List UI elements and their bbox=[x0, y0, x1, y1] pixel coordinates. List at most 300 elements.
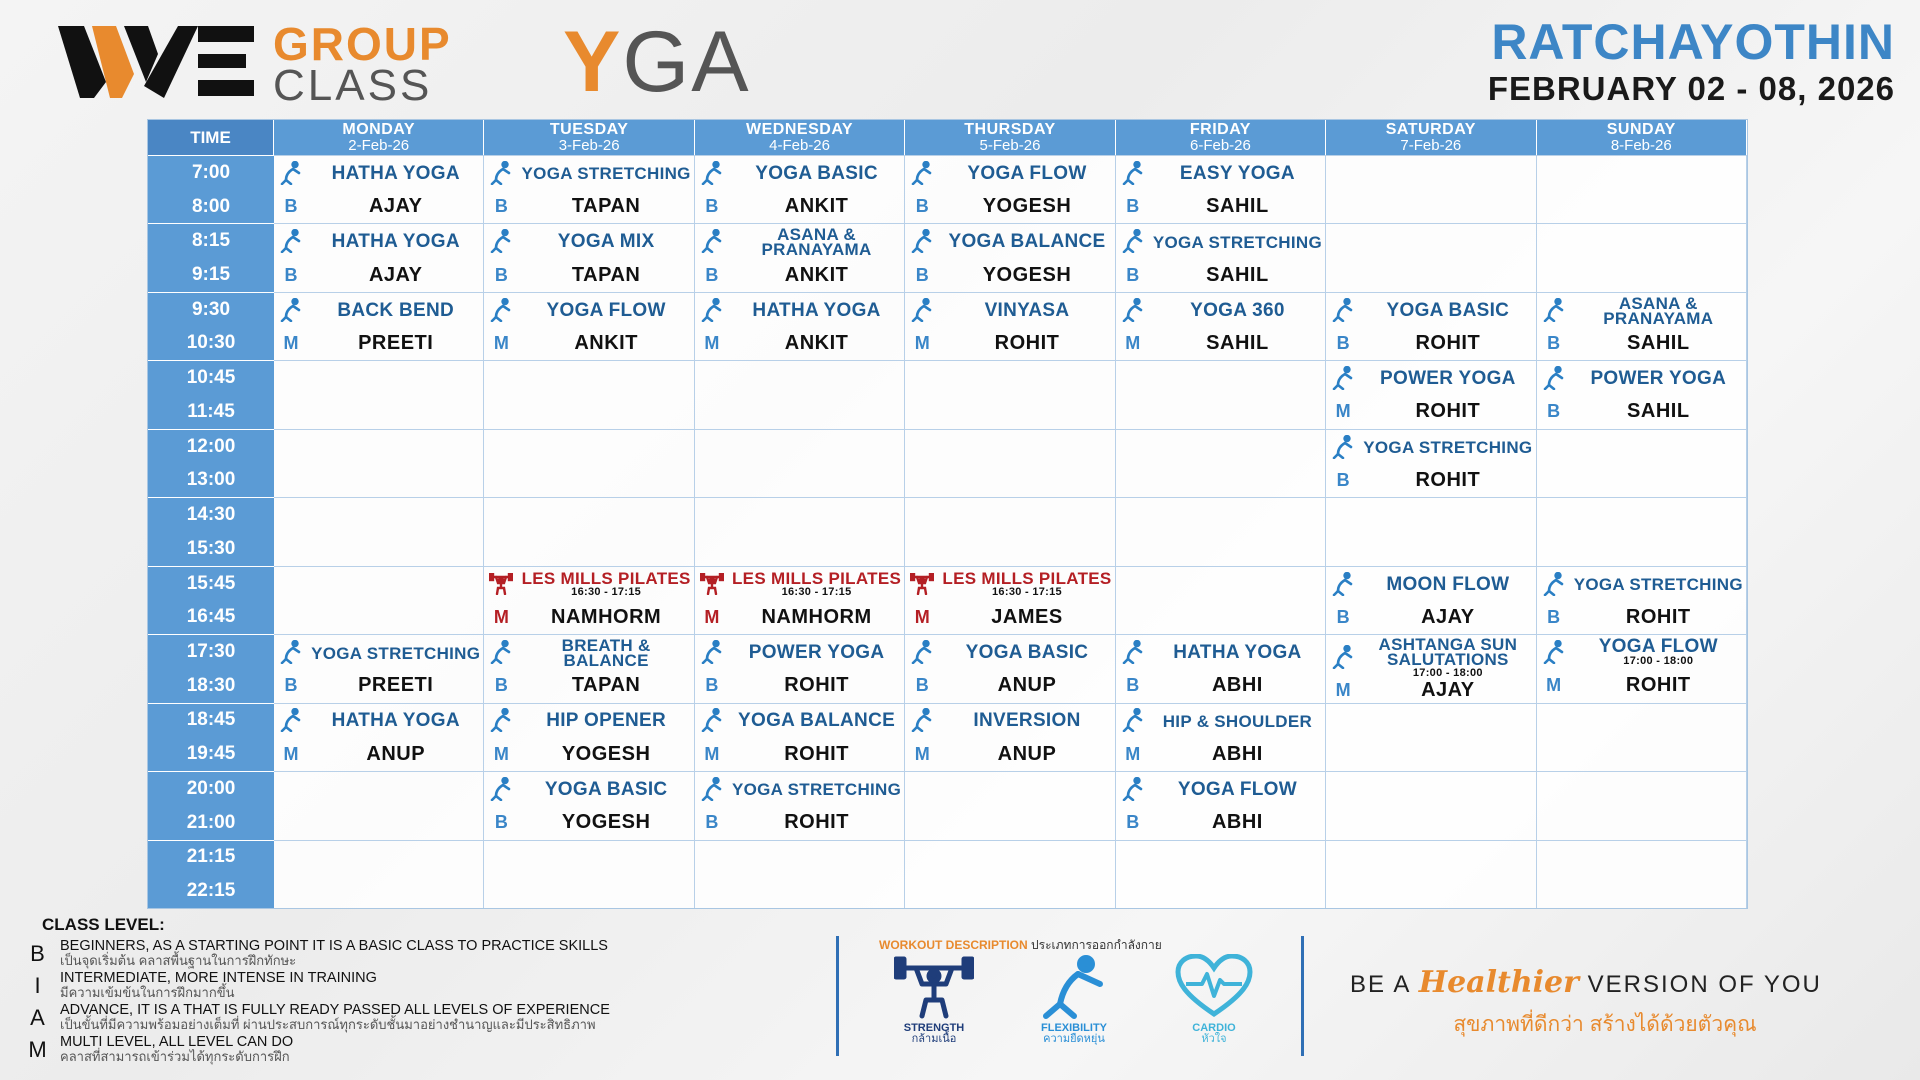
stretch-icon bbox=[905, 156, 939, 190]
class-slot[interactable] bbox=[1537, 360, 1747, 428]
class-title: ASANA & PRANAYAMA bbox=[761, 225, 872, 260]
class-title-block bbox=[1150, 156, 1325, 190]
class-level: B bbox=[705, 675, 719, 696]
class-title: HATHA YOGA bbox=[331, 231, 460, 253]
empty-slot bbox=[1326, 155, 1536, 223]
class-entry bbox=[905, 567, 1114, 634]
class-title-block bbox=[939, 704, 1114, 738]
class-entry bbox=[1537, 293, 1746, 360]
class-entry bbox=[1537, 567, 1746, 634]
class-slot[interactable] bbox=[1537, 566, 1747, 634]
class-title-block bbox=[729, 704, 904, 738]
class-slot[interactable] bbox=[484, 703, 694, 771]
class-instructor: ROHIT bbox=[784, 742, 849, 765]
day-date: 8-Feb-26 bbox=[1610, 137, 1672, 154]
class-entry bbox=[1116, 704, 1325, 771]
class-title-block bbox=[729, 635, 904, 669]
class-entry bbox=[1326, 635, 1535, 702]
class-slot[interactable] bbox=[695, 566, 905, 634]
level-description: INTERMEDIATE, MORE INTENSE IN TRAINING bbox=[60, 970, 377, 986]
level-description-thai: เป็นขั้นที่มีความพร้อมอย่างเต็มที่ ผ่านประสบการณ์ทุกระดับชั้นมาอย่างชำนาญและมีประสิทธิภาพ bbox=[60, 1017, 596, 1032]
class-entry bbox=[274, 704, 483, 771]
class-title: YOGA BASIC bbox=[1386, 299, 1510, 321]
class-level: B bbox=[915, 196, 929, 217]
class-title: YOGA FLOW bbox=[967, 162, 1087, 184]
empty-slot bbox=[274, 429, 484, 497]
level-description: ADVANCE, IT IS A THAT IS FULLY READY PASSED ALL LEVELS OF EXPERIENCE bbox=[60, 1002, 610, 1018]
level-row bbox=[15, 971, 815, 1003]
day-date: 3-Feb-26 bbox=[558, 137, 620, 154]
empty-slot bbox=[1537, 703, 1747, 771]
empty-slot bbox=[1326, 223, 1536, 291]
time-slot bbox=[148, 497, 274, 565]
class-entry bbox=[1116, 224, 1325, 291]
day-date: 5-Feb-26 bbox=[979, 137, 1041, 154]
class-title-block bbox=[729, 772, 904, 806]
tagline-thai: สุขภาพที่ดีกว่า สร้างได้ด้วยตัวคุณ bbox=[1453, 1013, 1757, 1036]
time-end: 19:45 bbox=[186, 743, 236, 765]
empty-slot bbox=[1537, 497, 1747, 565]
level-letter: B bbox=[30, 941, 45, 966]
class-title: INVERSION bbox=[973, 710, 1081, 732]
day-header bbox=[1537, 120, 1747, 155]
class-time: 16:30 - 17:15 bbox=[992, 586, 1062, 599]
class-title-block bbox=[729, 224, 904, 258]
class-title: POWER YOGA bbox=[1590, 368, 1727, 390]
class-instructor: TAPAN bbox=[571, 195, 641, 218]
class-instructor: ANUP bbox=[997, 674, 1057, 697]
class-title-block bbox=[729, 567, 904, 601]
class-instructor: ANUP bbox=[997, 742, 1057, 765]
class-title-block bbox=[308, 704, 483, 738]
class-level: M bbox=[704, 332, 720, 353]
class-slot[interactable] bbox=[905, 566, 1115, 634]
class-entry bbox=[484, 567, 693, 634]
class-timetable bbox=[147, 119, 1748, 909]
day-header bbox=[274, 120, 484, 155]
class-slot[interactable] bbox=[905, 155, 1115, 223]
level-letter: A bbox=[30, 1005, 45, 1030]
empty-slot bbox=[274, 566, 484, 634]
weightlifter-icon bbox=[905, 567, 939, 601]
class-instructor: AJAY bbox=[1421, 605, 1475, 628]
class-instructor: YOGESH bbox=[982, 195, 1072, 218]
class-instructor: ROHIT bbox=[1415, 468, 1481, 491]
class-level: B bbox=[1547, 606, 1561, 627]
stretch-icon bbox=[1116, 293, 1150, 327]
empty-slot bbox=[484, 429, 694, 497]
class-time: 17:00 - 18:00 bbox=[1623, 655, 1694, 668]
class-instructor: ANKIT bbox=[784, 195, 849, 218]
stretch-icon bbox=[484, 156, 518, 190]
class-entry bbox=[484, 635, 693, 702]
class-level: B bbox=[494, 196, 508, 217]
class-slot[interactable] bbox=[1326, 566, 1536, 634]
empty-slot bbox=[274, 840, 484, 908]
class-slot[interactable] bbox=[274, 634, 484, 702]
workout-label-thai: หัวใจ bbox=[1201, 1033, 1227, 1045]
empty-slot bbox=[1116, 566, 1326, 634]
empty-slot bbox=[1116, 840, 1326, 908]
class-title: YOGA STRETCHING bbox=[521, 164, 691, 184]
stretch-icon bbox=[1326, 293, 1360, 327]
class-title: YOGA BASIC bbox=[965, 642, 1089, 664]
class-slot[interactable] bbox=[905, 634, 1115, 702]
class-slot[interactable] bbox=[695, 292, 905, 360]
empty-slot bbox=[1537, 840, 1747, 908]
class-instructor: YOGESH bbox=[561, 811, 651, 834]
class-title: YOGA FLOW bbox=[1598, 636, 1718, 658]
time-slot bbox=[148, 155, 274, 223]
class-level: B bbox=[1547, 332, 1561, 353]
class-title-block bbox=[1571, 567, 1746, 601]
day-name: WEDNESDAY bbox=[746, 121, 854, 138]
tagline-highlight: Healthier bbox=[1418, 965, 1579, 1000]
class-instructor: ROHIT bbox=[1625, 605, 1691, 628]
class-slot[interactable] bbox=[484, 771, 694, 839]
day-date: 7-Feb-26 bbox=[1400, 137, 1462, 154]
stretch-icon bbox=[274, 635, 308, 669]
time-slot bbox=[148, 429, 274, 497]
class-instructor: AJAY bbox=[368, 263, 423, 286]
class-entry bbox=[1326, 361, 1535, 428]
class-slot[interactable] bbox=[695, 155, 905, 223]
class-title-block bbox=[308, 156, 483, 190]
time-end: 21:00 bbox=[186, 811, 236, 833]
empty-slot bbox=[274, 360, 484, 428]
class-entry bbox=[1326, 293, 1535, 360]
time-slot bbox=[148, 292, 274, 360]
time-start: 14:30 bbox=[186, 504, 236, 526]
stretch-icon bbox=[274, 156, 308, 190]
class-entry bbox=[484, 224, 693, 291]
time-slot bbox=[148, 771, 274, 839]
stretch-icon bbox=[695, 224, 729, 258]
class-entry bbox=[905, 293, 1114, 360]
class-slot[interactable] bbox=[274, 223, 484, 291]
class-time: 16:30 - 17:15 bbox=[571, 586, 642, 599]
day-name: FRIDAY bbox=[1189, 121, 1251, 138]
class-title: VINYASA bbox=[984, 299, 1070, 321]
time-end: 16:45 bbox=[186, 606, 236, 628]
class-level-legend bbox=[15, 915, 815, 1067]
class-slot[interactable] bbox=[484, 566, 694, 634]
class-title: YOGA STRETCHING bbox=[1363, 438, 1533, 458]
stretch-icon bbox=[905, 293, 939, 327]
stretch-icon bbox=[1034, 954, 1114, 1020]
we-logo-icon bbox=[58, 22, 258, 98]
class-slot[interactable] bbox=[1537, 634, 1747, 702]
class-slot[interactable] bbox=[1537, 292, 1747, 360]
class-entry bbox=[274, 635, 483, 702]
stretch-icon bbox=[1326, 430, 1360, 464]
class-level: M bbox=[914, 743, 930, 764]
class-instructor: ROHIT bbox=[1415, 400, 1481, 423]
class-entry bbox=[1116, 156, 1325, 223]
class-level: M bbox=[493, 743, 509, 764]
time-slot bbox=[148, 566, 274, 634]
logo-yoga-y: Y bbox=[563, 14, 623, 110]
class-slot[interactable] bbox=[905, 703, 1115, 771]
day-name: TUESDAY bbox=[549, 121, 629, 138]
empty-slot bbox=[695, 840, 905, 908]
logo-group-text: GROUP bbox=[273, 18, 452, 70]
class-title: YOGA STRETCHING bbox=[1573, 575, 1743, 595]
class-entry bbox=[484, 772, 693, 839]
class-level: M bbox=[283, 743, 299, 764]
class-title: LES MILLS PILATES bbox=[942, 569, 1112, 589]
time-end: 13:00 bbox=[186, 469, 236, 491]
class-slot[interactable] bbox=[1116, 155, 1326, 223]
class-entry bbox=[274, 224, 483, 291]
time-slot bbox=[148, 360, 274, 428]
class-instructor: ANKIT bbox=[574, 331, 638, 354]
class-entry bbox=[695, 156, 904, 223]
class-level: M bbox=[1125, 743, 1141, 764]
workout-title-en: WORKOUT DESCRIPTION bbox=[879, 938, 1028, 952]
class-title-block bbox=[1571, 635, 1746, 669]
class-title-block bbox=[1150, 772, 1325, 806]
class-entry bbox=[1116, 772, 1325, 839]
class-instructor: NAMHORM bbox=[761, 605, 872, 628]
class-instructor: PREETI bbox=[358, 331, 434, 354]
class-slot[interactable] bbox=[695, 771, 905, 839]
empty-slot bbox=[1326, 703, 1536, 771]
class-slot[interactable] bbox=[1116, 223, 1326, 291]
class-slot[interactable] bbox=[484, 223, 694, 291]
time-slot bbox=[148, 223, 274, 291]
stretch-icon bbox=[1116, 704, 1150, 738]
class-slot[interactable] bbox=[1116, 292, 1326, 360]
level-description: MULTI LEVEL, ALL LEVEL CAN DO bbox=[60, 1034, 294, 1050]
class-slot[interactable] bbox=[695, 634, 905, 702]
class-level: B bbox=[915, 675, 929, 696]
level-row bbox=[15, 1035, 815, 1067]
time-slot bbox=[148, 840, 274, 908]
class-level: B bbox=[705, 264, 719, 285]
class-entry bbox=[1116, 635, 1325, 702]
day-header bbox=[1326, 120, 1536, 155]
level-description-thai: คลาสที่สามารถเข้าร่วมได้ทุกระดับการฝึก bbox=[60, 1049, 290, 1064]
day-date: 2-Feb-26 bbox=[348, 137, 410, 154]
class-title: YOGA STRETCHING bbox=[1152, 232, 1322, 252]
time-end: 11:45 bbox=[187, 400, 235, 422]
class-slot[interactable] bbox=[1326, 634, 1536, 702]
stretch-icon bbox=[274, 224, 308, 258]
class-level: B bbox=[1336, 606, 1350, 627]
class-slot[interactable] bbox=[484, 155, 694, 223]
empty-slot bbox=[1326, 771, 1536, 839]
class-title: ASANA & PRANAYAMA bbox=[1603, 293, 1714, 328]
class-entry bbox=[1116, 293, 1325, 360]
class-title-block bbox=[518, 772, 693, 806]
class-title: YOGA STRETCHING bbox=[731, 780, 902, 800]
stretch-icon bbox=[484, 772, 518, 806]
day-name: THURSDAY bbox=[964, 121, 1056, 138]
class-title-block bbox=[939, 567, 1114, 601]
class-title: HATHA YOGA bbox=[1173, 642, 1302, 664]
class-level: B bbox=[1336, 332, 1350, 353]
workout-label-thai: ความยืดหยุ่น bbox=[1043, 1033, 1105, 1045]
class-entry bbox=[695, 704, 904, 771]
logo-yoga-rest: GA bbox=[622, 14, 751, 110]
stretch-icon bbox=[274, 293, 308, 327]
class-slot[interactable] bbox=[274, 292, 484, 360]
class-slot[interactable] bbox=[1116, 703, 1326, 771]
brand-logo bbox=[58, 14, 818, 110]
class-level: M bbox=[704, 606, 720, 627]
class-title: YOGA FLOW bbox=[546, 299, 666, 321]
class-title: HIP OPENER bbox=[546, 710, 667, 732]
empty-slot bbox=[905, 497, 1115, 565]
stretch-icon bbox=[905, 224, 939, 258]
class-slot[interactable] bbox=[1116, 771, 1326, 839]
tagline-prefix: BE A bbox=[1350, 971, 1419, 998]
class-instructor: ROHIT bbox=[994, 331, 1060, 354]
class-slot[interactable] bbox=[1116, 634, 1326, 702]
class-slot[interactable] bbox=[484, 292, 694, 360]
class-level: B bbox=[284, 675, 298, 696]
class-instructor: PREETI bbox=[358, 674, 434, 697]
stretch-icon bbox=[905, 704, 939, 738]
day-date: 4-Feb-26 bbox=[769, 137, 830, 154]
class-slot[interactable] bbox=[1326, 292, 1536, 360]
class-title-block bbox=[1150, 704, 1325, 738]
class-entry bbox=[905, 635, 1114, 702]
class-time: 16:30 - 17:15 bbox=[781, 586, 852, 599]
class-title-block bbox=[1150, 293, 1325, 327]
class-level: B bbox=[494, 264, 508, 285]
empty-slot bbox=[1537, 429, 1747, 497]
tagline bbox=[1350, 965, 1890, 1041]
workout-label-thai: กล้ามเนื้อ bbox=[911, 1033, 957, 1045]
time-start: 9:30 bbox=[191, 298, 231, 320]
time-start: 10:45 bbox=[186, 367, 236, 389]
class-instructor: NAMHORM bbox=[551, 605, 662, 628]
class-title-block bbox=[308, 224, 483, 258]
empty-slot bbox=[274, 497, 484, 565]
empty-slot bbox=[484, 360, 694, 428]
class-title: LES MILLS PILATES bbox=[732, 569, 902, 589]
workout-flexibility bbox=[1019, 954, 1129, 1045]
class-title-block bbox=[518, 224, 693, 258]
class-title-block bbox=[1571, 293, 1746, 327]
stretch-icon bbox=[1537, 635, 1571, 669]
day-header bbox=[695, 120, 905, 155]
class-slot[interactable] bbox=[274, 155, 484, 223]
class-time: 17:00 - 18:00 bbox=[1412, 667, 1483, 680]
stretch-icon bbox=[695, 704, 729, 738]
class-level: M bbox=[914, 332, 930, 353]
day-name: SATURDAY bbox=[1385, 121, 1476, 138]
stretch-icon bbox=[484, 704, 518, 738]
class-level: M bbox=[1335, 401, 1351, 422]
level-letter: I bbox=[34, 973, 41, 998]
branch-info bbox=[1488, 14, 1895, 108]
class-instructor: ROHIT bbox=[784, 811, 849, 834]
class-instructor: SAHIL bbox=[1206, 263, 1269, 286]
time-start: 8:15 bbox=[191, 230, 231, 252]
stretch-icon bbox=[1326, 361, 1360, 395]
class-level: B bbox=[284, 196, 298, 217]
stretch-icon bbox=[1116, 772, 1150, 806]
class-instructor: ROHIT bbox=[1415, 331, 1481, 354]
class-instructor: ABHI bbox=[1211, 742, 1263, 765]
class-title: HIP & SHOULDER bbox=[1162, 711, 1313, 731]
stretch-icon bbox=[484, 635, 518, 669]
class-instructor: ROHIT bbox=[1625, 674, 1691, 697]
time-start: 20:00 bbox=[186, 777, 236, 799]
day-header bbox=[484, 120, 694, 155]
empty-slot bbox=[695, 360, 905, 428]
class-instructor: ABHI bbox=[1211, 674, 1263, 697]
class-slot[interactable] bbox=[695, 703, 905, 771]
stretch-icon bbox=[695, 772, 729, 806]
weightlifter-icon bbox=[695, 567, 729, 601]
workout-label: CARDIO bbox=[1192, 1022, 1236, 1034]
empty-slot bbox=[1116, 360, 1326, 428]
class-instructor: SAHIL bbox=[1206, 331, 1269, 354]
class-instructor: AJAY bbox=[1421, 679, 1475, 702]
class-instructor: ANKIT bbox=[784, 263, 849, 286]
day-name: MONDAY bbox=[342, 121, 416, 138]
class-instructor: ABHI bbox=[1211, 811, 1263, 834]
class-entry bbox=[695, 635, 904, 702]
empty-slot bbox=[1326, 840, 1536, 908]
time-end: 10:30 bbox=[186, 332, 236, 354]
empty-slot bbox=[484, 497, 694, 565]
empty-slot bbox=[1537, 771, 1747, 839]
class-slot[interactable] bbox=[905, 292, 1115, 360]
weightlifter-icon bbox=[894, 954, 974, 1020]
stretch-icon bbox=[905, 635, 939, 669]
empty-slot bbox=[274, 771, 484, 839]
class-level: B bbox=[494, 675, 508, 696]
class-slot[interactable] bbox=[1326, 429, 1536, 497]
class-title: YOGA STRETCHING bbox=[311, 643, 481, 663]
class-title: HATHA YOGA bbox=[331, 162, 460, 184]
class-title: YOGA BALANCE bbox=[948, 231, 1106, 253]
empty-slot bbox=[905, 771, 1115, 839]
class-level: B bbox=[705, 196, 719, 217]
class-title: HATHA YOGA bbox=[752, 299, 881, 321]
class-slot[interactable] bbox=[274, 703, 484, 771]
level-description-thai: เป็นจุดเริ่มต้น คลาสพื้นฐานในการฝึกทักษะ bbox=[60, 953, 297, 968]
logo-yoga-text bbox=[563, 14, 751, 110]
stretch-icon bbox=[1537, 361, 1571, 395]
class-slot[interactable] bbox=[905, 223, 1115, 291]
stretch-icon bbox=[695, 156, 729, 190]
class-level: M bbox=[283, 332, 299, 353]
class-entry bbox=[484, 156, 693, 223]
class-slot[interactable] bbox=[1326, 360, 1536, 428]
day-header bbox=[905, 120, 1115, 155]
time-end: 9:15 bbox=[191, 264, 231, 286]
time-start: 15:45 bbox=[186, 572, 236, 594]
class-slot[interactable] bbox=[484, 634, 694, 702]
workout-label: STRENGTH bbox=[903, 1022, 965, 1034]
stretch-icon bbox=[1537, 293, 1571, 327]
time-end: 18:30 bbox=[186, 674, 236, 696]
class-entry bbox=[905, 224, 1114, 291]
class-slot[interactable] bbox=[695, 223, 905, 291]
workout-title bbox=[879, 936, 1162, 955]
stretch-icon bbox=[1537, 567, 1571, 601]
tagline-suffix: VERSION OF YOU bbox=[1578, 971, 1822, 998]
class-entry bbox=[1537, 635, 1746, 702]
time-end: 15:30 bbox=[186, 537, 236, 559]
class-instructor: TAPAN bbox=[571, 674, 641, 697]
